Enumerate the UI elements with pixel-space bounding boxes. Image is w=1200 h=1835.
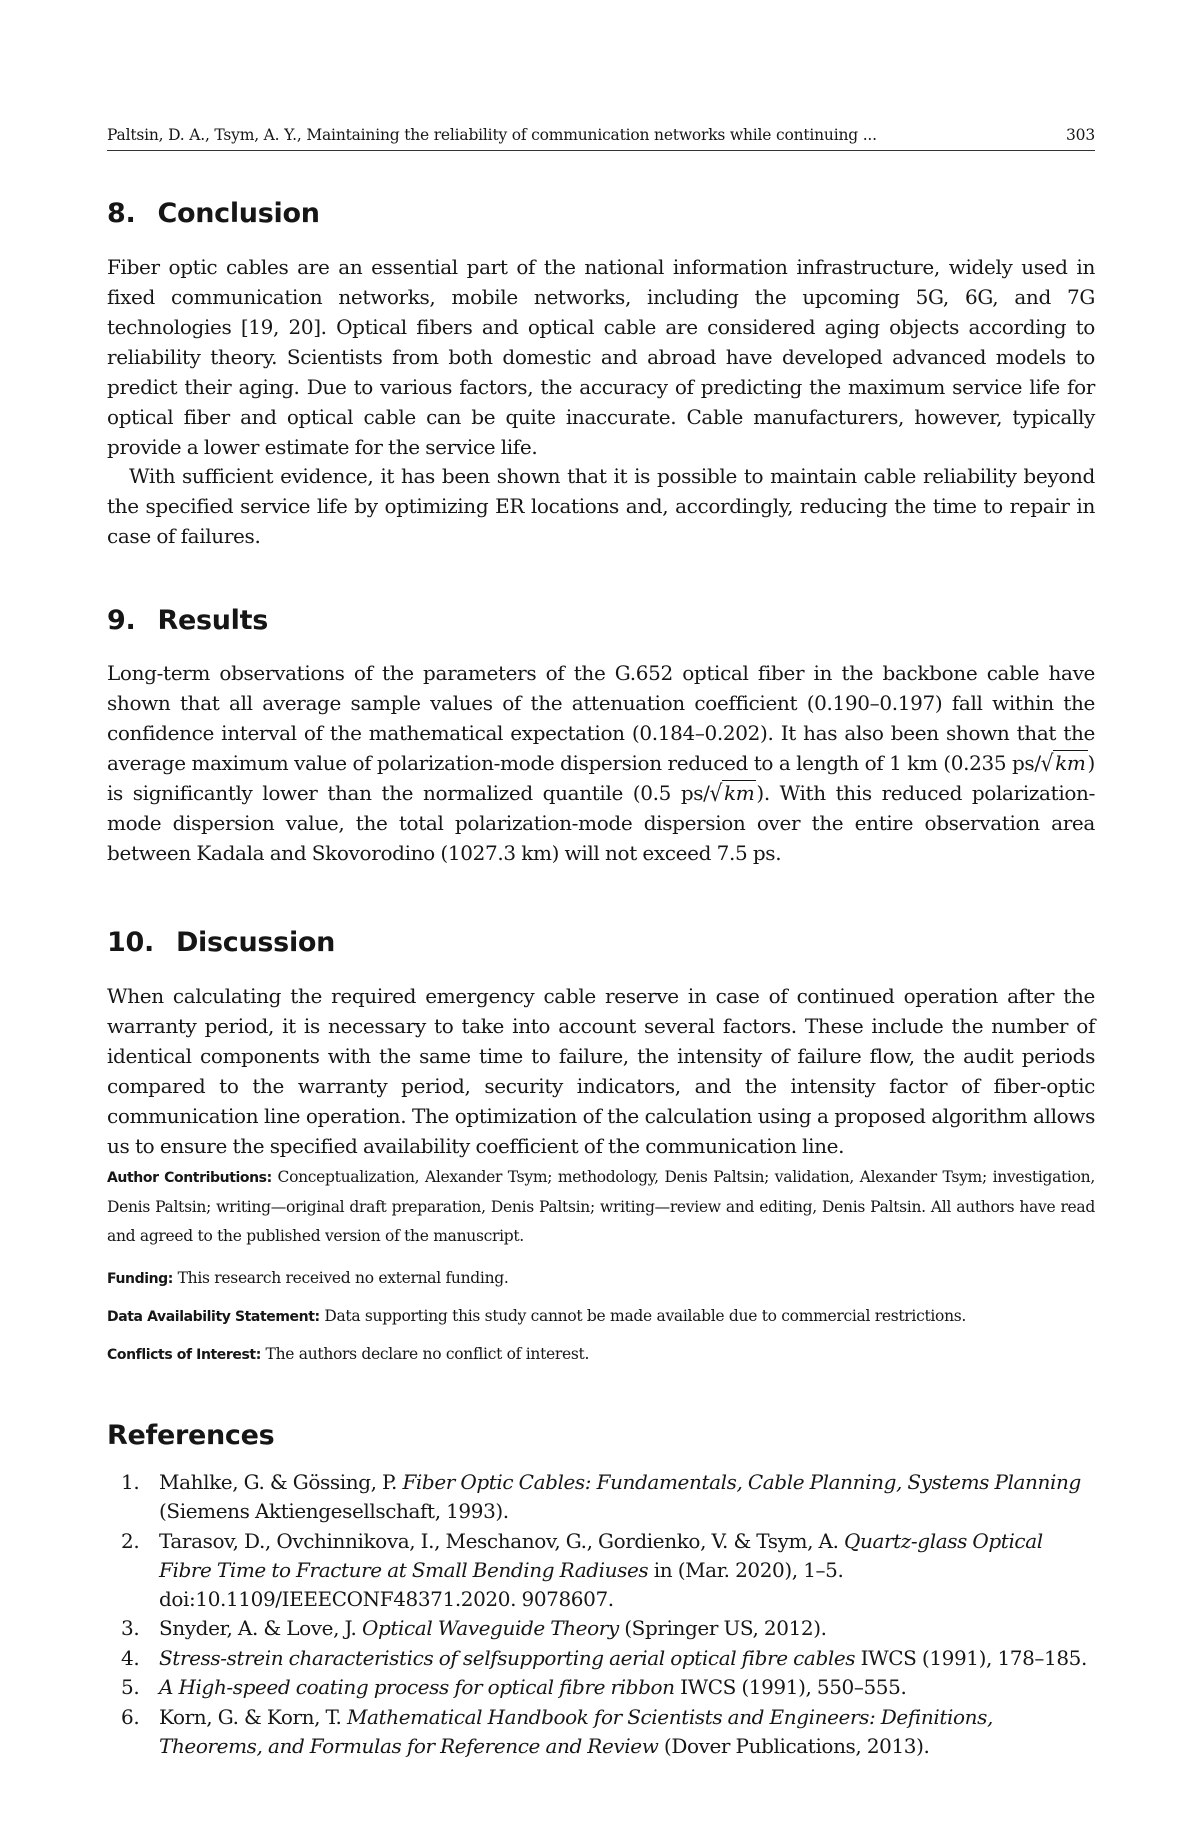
reference-details: IWCS (1991), 178–185. xyxy=(855,1645,1087,1670)
reference-number: 1. xyxy=(121,1470,140,1494)
results-text-c: ). With this reduced polarization-mode dispersion value, the total polarization-mode dispersion over the entire observation area between Kadala and Skovorodino (1027.3 km) will not exceed 7.5 ps. xyxy=(107,781,1095,865)
reference-title: Optical Waveguide Theory xyxy=(361,1616,619,1640)
running-header xyxy=(107,124,1095,151)
reference-title: A High-speed coating process for optical fibre ribbon xyxy=(159,1675,675,1699)
reference-number: 6. xyxy=(121,1704,140,1729)
reference-title: Quartz-glass Optical Fibre Time to Fracture at Small Bending Radiuses xyxy=(159,1528,1043,1582)
section-heading-conclusion xyxy=(107,198,320,229)
section-number: 8. xyxy=(107,198,136,229)
section-number: 9. xyxy=(107,605,136,636)
reference-details: in (Mar. 2020), 1–5. doi:10.1109/IEEECONF48371.2020. 9078607. xyxy=(159,1557,844,1611)
reference-authors: Tarasov, D., Ovchinnikova, I., Meschanov, G., Gordienko, V. & Tsym, A. xyxy=(159,1528,844,1553)
section-heading-discussion xyxy=(107,927,335,958)
reference-item xyxy=(107,1703,1095,1761)
data-availability-label: Data Availability Statement: xyxy=(107,1309,320,1325)
section-title: Results xyxy=(157,605,268,636)
section-title: Discussion xyxy=(175,927,336,958)
reference-number: 5. xyxy=(121,1675,140,1699)
sqrt-radicand: km xyxy=(1055,751,1086,775)
reference-details: (Dover Publications, 2013). xyxy=(658,1733,930,1758)
reference-number: 4. xyxy=(121,1645,140,1670)
reference-number: 2. xyxy=(121,1528,140,1553)
reference-item xyxy=(107,1673,1095,1702)
reference-item xyxy=(107,1614,1095,1643)
reference-authors: Mahlke, G. & Gössing, P. xyxy=(159,1470,403,1494)
references-heading: References xyxy=(107,1420,275,1451)
reference-details: (Springer US, 2012). xyxy=(618,1616,827,1640)
results-text-a: Long-term observations of the parameters of the G.652 optical fiber in the backbone cable have shown that all average sample values of the attenuation coefficient (0.190–0.197) fall within the confidence interval of the mathematical expectation (0.184–0.202). It has also been shown that the average maximum value of polarization-mode dispersion reduced to a length of 1 km (0.235 ps/ xyxy=(107,661,1095,775)
reference-title: Mathematical Handbook for Scientists and Engineers: Definitions, Theorems, and Formulas for Reference and Review xyxy=(159,1704,993,1758)
reference-details: IWCS (1991), 550–555. xyxy=(674,1675,907,1699)
reference-authors: Korn, G. & Korn, T. xyxy=(159,1704,347,1729)
reference-authors: Snyder, A. & Love, J. xyxy=(159,1616,362,1640)
author-contributions-text: Conceptualization, Alexander Tsym; methodology, Denis Paltsin; validation, Alexander Tsym; investigation, Denis Paltsin; writing—original draft preparation, Denis Paltsin; writing—review and editing, Denis Paltsin. All authors have read and agreed to the published version of the manuscript. xyxy=(107,1168,1095,1245)
section-heading-results xyxy=(107,605,268,636)
conclusion-paragraph-1: Fiber optic cables are an essential part of the national information infrastructure, widely used in fixed communication networks, mobile networks, including the upcoming 5G, 6G, and 7G technologies [19, 20]. Optical fibers and optical cable are considered aging objects according to reliability theory. Scientists from both domestic and abroad have developed advanced models to predict their aging. Due to various factors, the accuracy of predicting the maximum service life for optical fiber and optical cable can be quite inaccurate. Cable manufacturers, however, typically provide a lower estimate for the service life. xyxy=(107,255,1095,459)
sqrt-radicand: km xyxy=(723,781,755,805)
section-number: 10. xyxy=(107,927,154,958)
reference-title: Fiber Optic Cables: Fundamentals, Cable Planning, Systems Planning xyxy=(402,1470,1081,1494)
sqrt-symbol: √ km xyxy=(709,779,755,807)
funding-statement xyxy=(107,1264,1095,1294)
reference-title: Stress-strein characteristics of selfsupporting aerial optical fibre cables xyxy=(159,1645,856,1670)
reference-details: (Siemens Aktiengesellschaft, 1993). xyxy=(159,1499,509,1523)
funding-label: Funding: xyxy=(107,1271,174,1287)
conflicts-statement xyxy=(107,1340,1095,1370)
conflicts-text: The authors declare no conflict of interest. xyxy=(260,1345,590,1363)
reference-item xyxy=(107,1644,1095,1673)
funding-text: This research received no external funding. xyxy=(173,1269,509,1287)
data-availability-text: Data supporting this study cannot be made available due to commercial restrictions. xyxy=(319,1307,967,1325)
reference-item xyxy=(107,1527,1095,1614)
page-number: 303 xyxy=(1066,126,1095,144)
results-text-b: ) is significantly lower than the normalized quantile (0.5 ps/ xyxy=(107,751,1095,805)
results-paragraph xyxy=(107,658,1095,868)
running-title: Paltsin, D. A., Tsym, A. Y., Maintaining the reliability of communication networks while continuing ... xyxy=(107,126,877,144)
conclusion-paragraph-2: With sufficient evidence, it has been shown that it is possible to maintain cable reliability beyond the specified service life by optimizing ER locations and, accordingly, reducing the time to repair in case of failures. xyxy=(107,464,1095,548)
data-availability-statement xyxy=(107,1302,1095,1332)
sqrt-symbol: √ km xyxy=(1040,749,1086,777)
author-contributions xyxy=(107,1163,1095,1251)
discussion-paragraph: When calculating the required emergency cable reserve in case of continued operation after the warranty period, it is necessary to take into account several factors. These include the number of identical components with the same time to failure, the intensity of failure flow, the audit periods compared to the warranty period, security indicators, and the intensity factor of fiber-optic communication line operation. The optimization of the calculation using a proposed algorithm allows us to ensure the specified availability coefficient of the communication line. xyxy=(107,984,1095,1158)
reference-number: 3. xyxy=(121,1616,140,1640)
reference-item xyxy=(107,1468,1095,1526)
references-list xyxy=(107,1468,1095,1761)
author-contributions-label: Author Contributions: xyxy=(107,1170,272,1186)
conflicts-label: Conflicts of Interest: xyxy=(107,1347,261,1363)
section-title: Conclusion xyxy=(157,198,320,229)
